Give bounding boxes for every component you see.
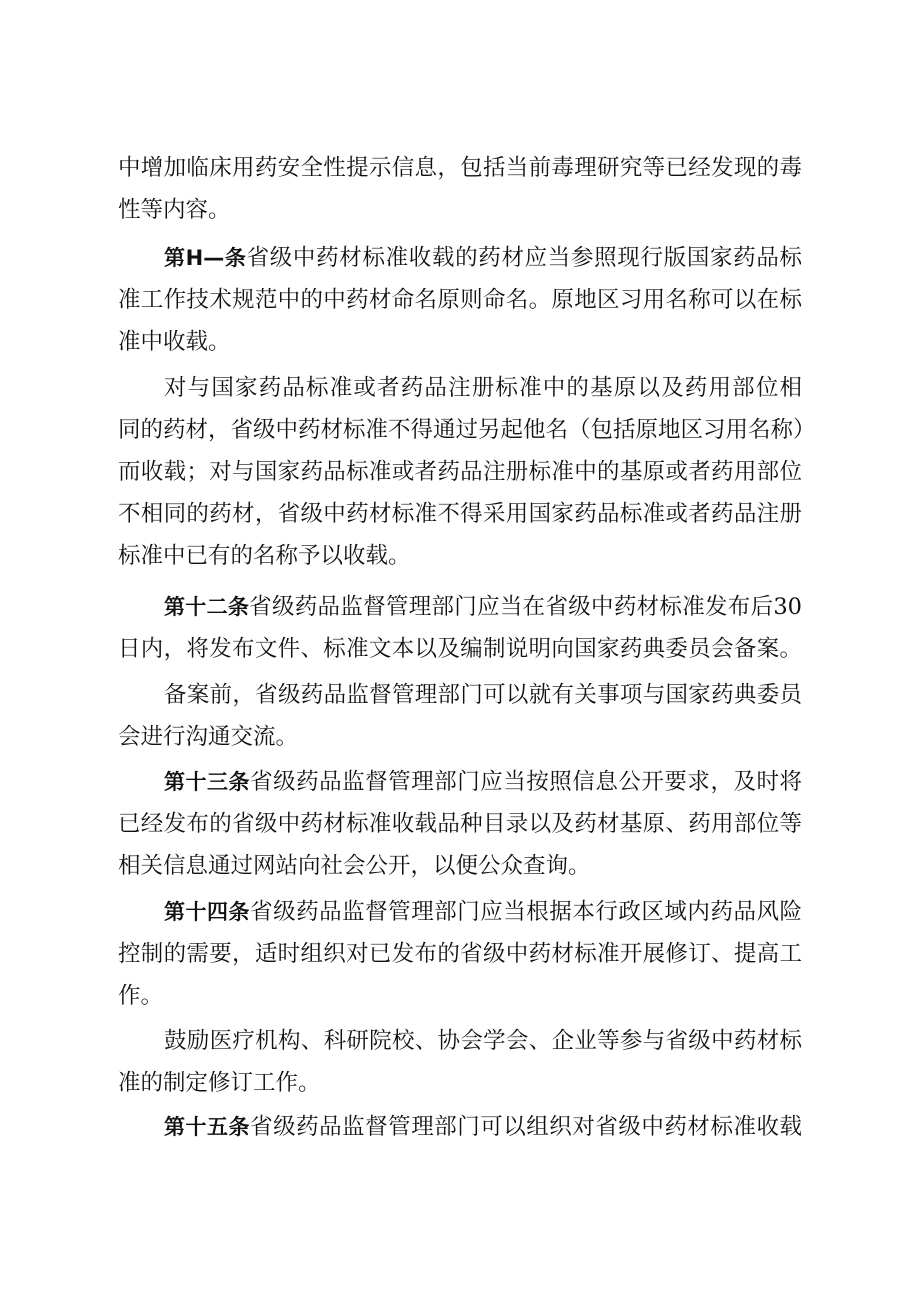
paragraph-encouragement — [118, 1020, 802, 1104]
text-line: 中增加临床用药安全性提示信息，包括当前毒理研究等已经发现的毒 — [118, 155, 802, 181]
paragraph-article-13 — [118, 761, 802, 887]
text-line — [164, 761, 802, 803]
paragraph-article-14 — [118, 891, 802, 1017]
article-number: 第十三条 — [164, 770, 251, 794]
text-line: 标准中已有的名称予以收载。 — [118, 543, 411, 569]
paragraph-filing-communication — [118, 674, 802, 758]
paragraph-naming-rules — [118, 367, 816, 577]
text-line: 对与国家药品标准或者药品注册标准中的基原以及药用部位相 — [164, 375, 802, 401]
paragraph-article-15 — [118, 1106, 802, 1148]
text-line: 同的药材，省级中药材标准不得通过另起他名（包括原地区习用名称） — [118, 417, 816, 443]
text-line: 鼓励医疗机构、科研院校、协会学会、企业等参与省级中药材标 — [164, 1028, 802, 1054]
text-line — [164, 1106, 802, 1148]
text-line: 备案前，省级药品监督管理部门可以就有关事项与国家药典委员 — [164, 682, 802, 708]
article-text: 省级药品监督管理部门可以组织对省级中药材标准收载 — [250, 1114, 802, 1140]
text-line: 性等内容。 — [118, 197, 231, 223]
text-line: 相关信息通过网站向社会公开，以便公众查询。 — [118, 853, 591, 879]
text-line — [164, 891, 802, 933]
text-line: 作。 — [118, 983, 164, 1009]
text-line — [164, 237, 802, 279]
paragraph-article-11 — [118, 237, 802, 363]
text-line: 准工作技术规范中的中药材命名原则命名。原地区习用名称可以在标 — [118, 287, 802, 313]
article-text: 省级中药材标准收载的药材应当参照现行版国家药品标 — [246, 245, 802, 271]
text-line: 日内，将发布文件、标准文本以及编制说明向国家药典委员会备案。 — [118, 636, 802, 662]
article-number: 第十四条 — [164, 900, 251, 924]
text-line: 而收载；对与国家药品标准或者药品注册标准中的基原或者药用部位 — [118, 459, 802, 485]
text-line: 已经发布的省级中药材标准收载品种目录以及药材基原、药用部位等 — [118, 811, 802, 837]
text-line: 控制的需要，适时组织对已发布的省级中药材标准开展修订、提高工 — [118, 941, 802, 967]
paragraph-continuation — [118, 147, 802, 231]
text-line: 不相同的药材，省级中药材标准不得采用国家药品标准或者药品注册 — [118, 501, 802, 527]
text-line: 会进行沟通交流。 — [118, 724, 299, 750]
text-line: 准中收载。 — [118, 329, 231, 355]
article-text: 省级药品监督管理部门应当在省级中药材标准发布后30 — [249, 594, 802, 620]
article-number: 第十五条 — [164, 1115, 251, 1139]
text-line — [164, 586, 802, 628]
article-text: 省级药品监督管理部门应当根据本行政区域内药品风险 — [250, 899, 802, 925]
article-number: 第十二条 — [164, 595, 250, 619]
article-text: 省级药品监督管理部门应当按照信息公开要求，及时将 — [250, 769, 802, 795]
paragraph-article-12 — [118, 586, 802, 670]
text-line: 准的制定修订工作。 — [118, 1070, 321, 1096]
article-number: 第H—条 — [164, 246, 247, 270]
